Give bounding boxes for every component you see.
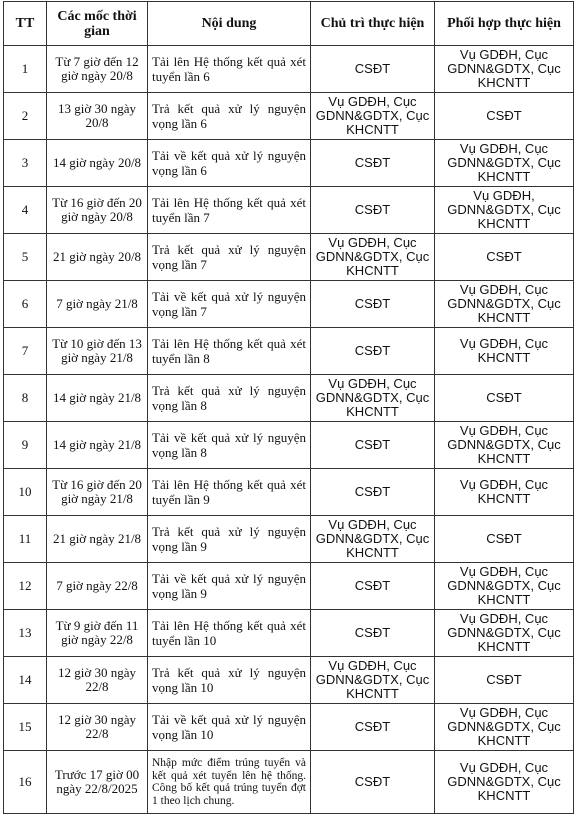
cell-time: Trước 17 giờ 00 ngày 22/8/2025 xyxy=(47,751,148,814)
cell-content: Tải lên Hệ thống kết quả xét tuyển lần 6 xyxy=(148,46,311,93)
cell-lead: CSĐT xyxy=(311,610,435,657)
cell-support: Vụ GDĐH, Cục GDNN&GDTX, Cục KHCNTT xyxy=(435,46,574,93)
cell-content: Tải lên Hệ thống kết quả xét tuyển lần 10 xyxy=(148,610,311,657)
cell-time: 21 giờ ngày 21/8 xyxy=(47,516,148,563)
cell-content: Tải về kết quả xử lý nguyện vọng lần 6 xyxy=(148,140,311,187)
cell-lead: CSĐT xyxy=(311,140,435,187)
cell-lead: CSĐT xyxy=(311,281,435,328)
table-row xyxy=(4,610,574,657)
cell-content: Trả kết quả xử lý nguyện vọng lần 9 xyxy=(148,516,311,563)
header-content: Nội dung xyxy=(148,2,311,46)
cell-time: 14 giờ ngày 21/8 xyxy=(47,422,148,469)
cell-tt: 1 xyxy=(4,46,47,93)
cell-time: Từ 16 giờ đến 20 giờ ngày 20/8 xyxy=(47,187,148,234)
cell-support: Vụ GDĐH, Cục GDNN&GDTX, Cục KHCNTT xyxy=(435,704,574,751)
cell-time: Từ 10 giờ đến 13 giờ ngày 21/8 xyxy=(47,328,148,375)
cell-content: Tải lên Hệ thống kết quả xét tuyển lần 8 xyxy=(148,328,311,375)
schedule-table xyxy=(3,1,574,814)
header-tt: TT xyxy=(4,2,47,46)
cell-tt: 11 xyxy=(4,516,47,563)
cell-support: Vụ GDĐH, Cục GDNN&GDTX, Cục KHCNTT xyxy=(435,281,574,328)
cell-tt: 10 xyxy=(4,469,47,516)
cell-support: Vụ GDĐH, Cục GDNN&GDTX, Cục KHCNTT xyxy=(435,563,574,610)
table-row xyxy=(4,93,574,140)
cell-time: 13 giờ 30 ngày 20/8 xyxy=(47,93,148,140)
cell-lead: CSĐT xyxy=(311,751,435,814)
cell-time: 14 giờ ngày 20/8 xyxy=(47,140,148,187)
cell-tt: 5 xyxy=(4,234,47,281)
cell-tt: 6 xyxy=(4,281,47,328)
table-row xyxy=(4,187,574,234)
header-lead: Chủ trì thực hiện xyxy=(311,2,435,46)
cell-tt: 3 xyxy=(4,140,47,187)
cell-lead: CSĐT xyxy=(311,46,435,93)
cell-content: Tải lên Hệ thống kết quả xét tuyển lần 7 xyxy=(148,187,311,234)
cell-content: Tải về kết quả xử lý nguyện vọng lần 9 xyxy=(148,563,311,610)
cell-tt: 16 xyxy=(4,751,47,814)
cell-tt: 15 xyxy=(4,704,47,751)
cell-lead: CSĐT xyxy=(311,187,435,234)
cell-lead: Vụ GDĐH, Cục GDNN&GDTX, Cục KHCNTT xyxy=(311,234,435,281)
table-row xyxy=(4,469,574,516)
cell-time: 12 giờ 30 ngày 22/8 xyxy=(47,704,148,751)
cell-tt: 9 xyxy=(4,422,47,469)
table-row xyxy=(4,234,574,281)
cell-tt: 8 xyxy=(4,375,47,422)
cell-support: Vụ GDĐH, Cục GDNN&GDTX, Cục KHCNTT xyxy=(435,610,574,657)
table-row xyxy=(4,751,574,814)
header-support: Phối hợp thực hiện xyxy=(435,2,574,46)
cell-lead: Vụ GDĐH, Cục GDNN&GDTX, Cục KHCNTT xyxy=(311,516,435,563)
cell-tt: 12 xyxy=(4,563,47,610)
cell-support: Vụ GDĐH, Cục KHCNTT xyxy=(435,328,574,375)
cell-time: Từ 9 giờ đến 11 giờ ngày 22/8 xyxy=(47,610,148,657)
cell-support: Vụ GDĐH, GDNN&GDTX, Cục KHCNTT xyxy=(435,187,574,234)
cell-support: CSĐT xyxy=(435,234,574,281)
cell-lead: Vụ GDĐH, Cục GDNN&GDTX, Cục KHCNTT xyxy=(311,657,435,704)
table-row xyxy=(4,563,574,610)
cell-time: 7 giờ ngày 21/8 xyxy=(47,281,148,328)
cell-support: Vụ GDĐH, Cục GDNN&GDTX, Cục KHCNTT xyxy=(435,140,574,187)
cell-content: Tải lên Hệ thống kết quả xét tuyển lần 9 xyxy=(148,469,311,516)
cell-content: Trả kết quả xử lý nguyện vọng lần 10 xyxy=(148,657,311,704)
cell-tt: 14 xyxy=(4,657,47,704)
cell-time: 12 giờ 30 ngày 22/8 xyxy=(47,657,148,704)
cell-support: CSĐT xyxy=(435,657,574,704)
table-row xyxy=(4,140,574,187)
cell-content: Tải về kết quả xử lý nguyện vọng lần 7 xyxy=(148,281,311,328)
cell-tt: 7 xyxy=(4,328,47,375)
cell-lead: Vụ GDĐH, Cục GDNN&GDTX, Cục KHCNTT xyxy=(311,93,435,140)
cell-content: Nhập mức điểm trúng tuyển và kết quả xét tuyển lên hệ thống. Công bố kết quả trúng tuyển đợt 1 theo lịch chung. xyxy=(148,751,311,814)
table-row xyxy=(4,281,574,328)
cell-content: Trả kết quả xử lý nguyện vọng lần 8 xyxy=(148,375,311,422)
cell-time: 21 giờ ngày 20/8 xyxy=(47,234,148,281)
table-row xyxy=(4,375,574,422)
cell-content: Tải về kết quả xử lý nguyện vọng lần 8 xyxy=(148,422,311,469)
cell-support: Vụ GDĐH, Cục KHCNTT xyxy=(435,469,574,516)
cell-support: Vụ GDĐH, Cục GDNN&GDTX, Cục KHCNTT xyxy=(435,422,574,469)
cell-lead: CSĐT xyxy=(311,469,435,516)
header-time: Các mốc thời gian xyxy=(47,2,148,46)
cell-time: Từ 7 giờ đến 12 giờ ngày 20/8 xyxy=(47,46,148,93)
cell-support: CSĐT xyxy=(435,516,574,563)
cell-time: Từ 16 giờ đến 20 giờ ngày 21/8 xyxy=(47,469,148,516)
table-row xyxy=(4,516,574,563)
cell-tt: 4 xyxy=(4,187,47,234)
table-body xyxy=(4,46,574,814)
table-row xyxy=(4,328,574,375)
cell-support: CSĐT xyxy=(435,375,574,422)
cell-lead: Vụ GDĐH, Cục GDNN&GDTX, Cục KHCNTT xyxy=(311,375,435,422)
cell-time: 14 giờ ngày 21/8 xyxy=(47,375,148,422)
cell-lead: CSĐT xyxy=(311,704,435,751)
table-row xyxy=(4,422,574,469)
cell-support: CSĐT xyxy=(435,93,574,140)
cell-tt: 13 xyxy=(4,610,47,657)
cell-support: Vụ GDĐH, Cục GDNN&GDTX, Cục KHCNTT xyxy=(435,751,574,814)
cell-content: Tải về kết quả xử lý nguyện vọng lần 10 xyxy=(148,704,311,751)
cell-content: Trả kết quả xử lý nguyện vọng lần 6 xyxy=(148,93,311,140)
cell-lead: CSĐT xyxy=(311,563,435,610)
table-row xyxy=(4,46,574,93)
table-row xyxy=(4,704,574,751)
cell-lead: CSĐT xyxy=(311,328,435,375)
cell-tt: 2 xyxy=(4,93,47,140)
cell-content: Trả kết quả xử lý nguyện vọng lần 7 xyxy=(148,234,311,281)
cell-lead: CSĐT xyxy=(311,422,435,469)
cell-time: 7 giờ ngày 22/8 xyxy=(47,563,148,610)
header-row xyxy=(4,2,574,46)
table-header xyxy=(4,2,574,46)
table-row xyxy=(4,657,574,704)
